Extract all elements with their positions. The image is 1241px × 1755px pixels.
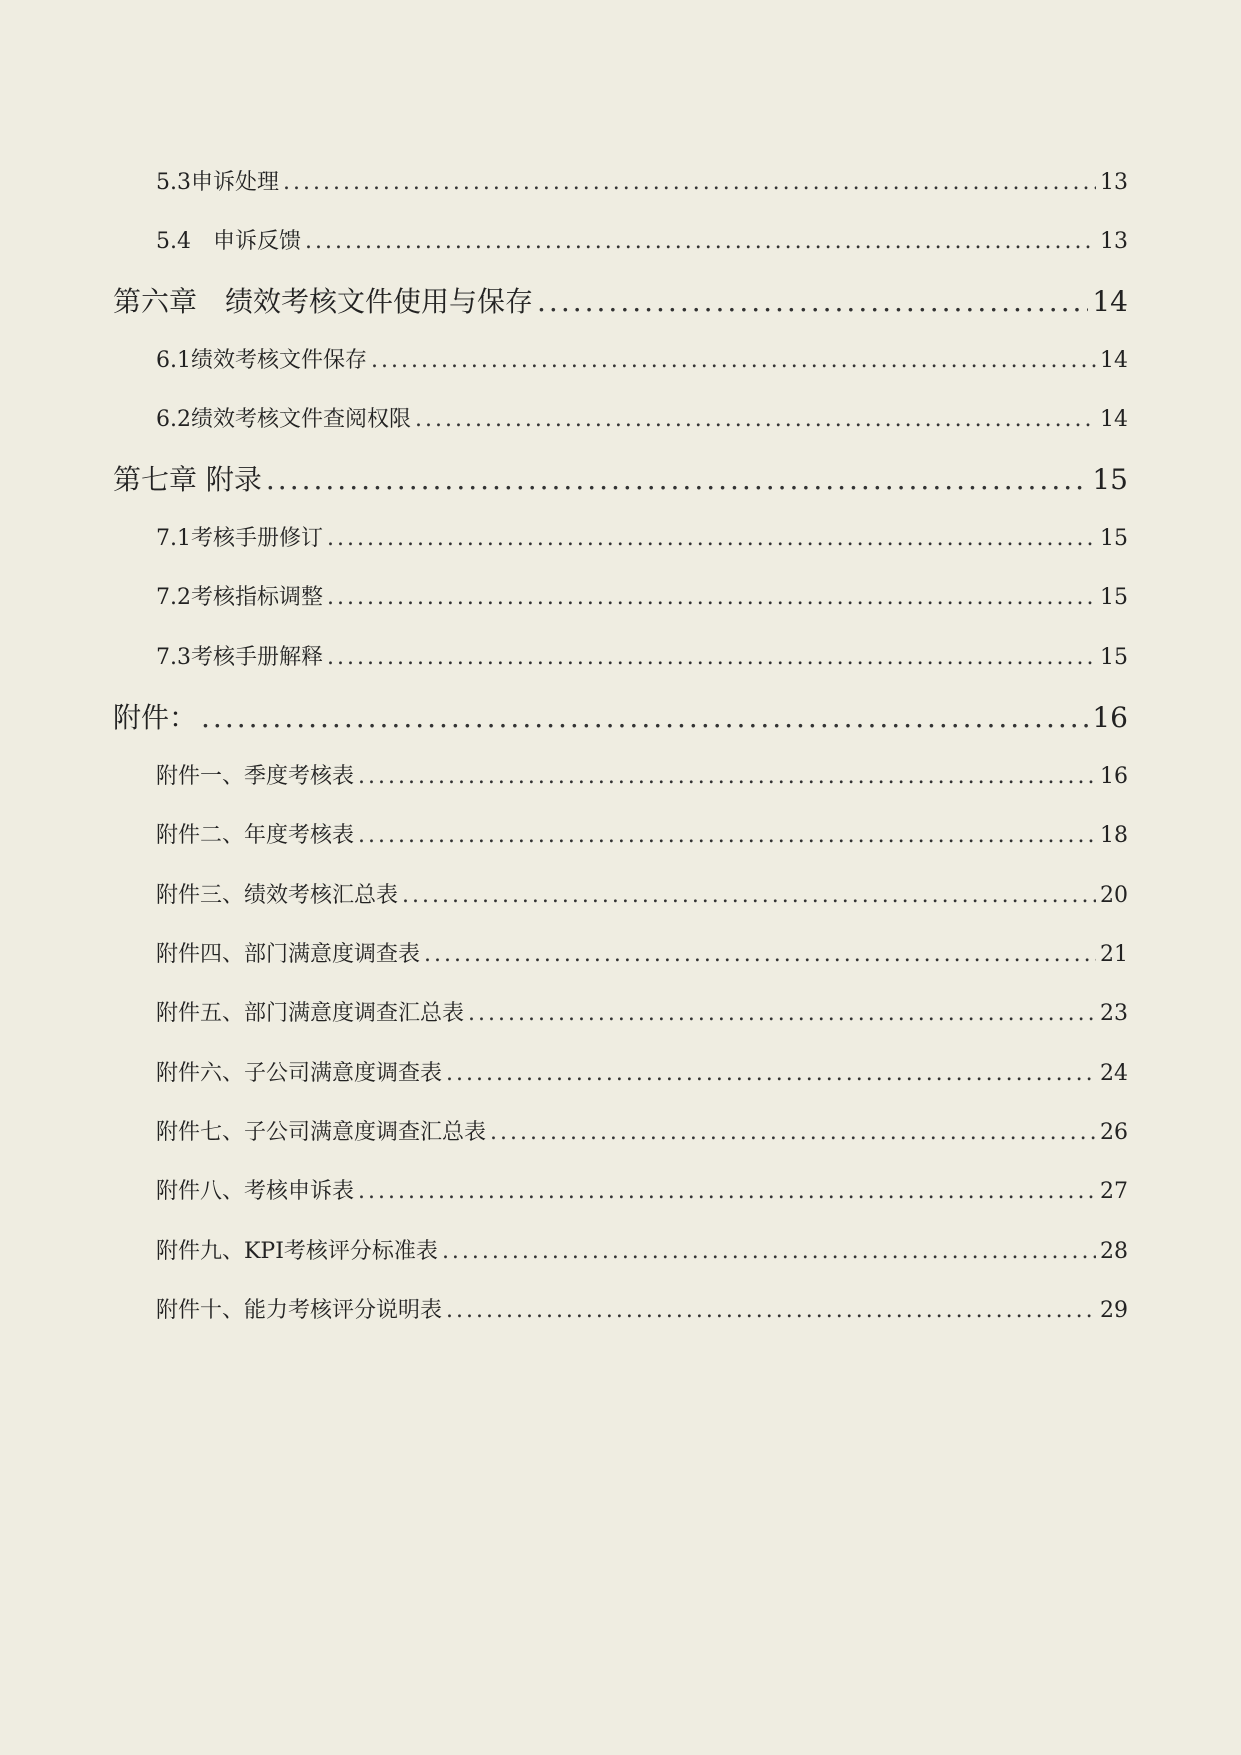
toc-entry-page: 15 xyxy=(1092,463,1128,496)
toc-leader-dots xyxy=(327,645,1096,670)
toc-entry-label: 附件十、能力考核评分说明表 xyxy=(156,1298,443,1323)
toc-entry-appendix-1[interactable] xyxy=(156,759,1128,790)
toc-entry-appendix-4[interactable] xyxy=(156,937,1128,968)
toc-leader-dots xyxy=(266,463,1088,496)
toc-entry-label: 6.2绩效考核文件查阅权限 xyxy=(156,407,411,432)
toc-leader-dots xyxy=(415,407,1096,432)
toc-entry-5-4[interactable] xyxy=(156,224,1128,255)
toc-entry-label: 附件四、部门满意度调查表 xyxy=(156,942,421,967)
toc-entry-appendix-9[interactable] xyxy=(156,1234,1128,1265)
toc-entry-page: 26 xyxy=(1100,1120,1128,1145)
toc-leader-dots xyxy=(424,942,1096,967)
toc-leader-dots xyxy=(468,1001,1096,1026)
toc-entry-7-2[interactable] xyxy=(156,580,1128,611)
toc-leader-dots xyxy=(358,764,1096,789)
toc-entry-appendix-2[interactable] xyxy=(156,818,1128,849)
toc-entry-label: 7.1考核手册修订 xyxy=(156,526,323,551)
toc-entry-page: 28 xyxy=(1100,1239,1128,1264)
toc-leader-dots xyxy=(201,701,1088,734)
toc-entry-label: 5.4 申诉反馈 xyxy=(156,229,301,254)
toc-entry-page: 29 xyxy=(1100,1298,1128,1323)
toc-entry-label: 附件一、季度考核表 xyxy=(156,764,355,789)
toc-leader-dots xyxy=(327,585,1096,610)
toc-entry-label: 附件六、子公司满意度调查表 xyxy=(156,1061,443,1086)
toc-entry-page: 20 xyxy=(1100,883,1128,908)
toc-entry-page: 23 xyxy=(1100,1001,1128,1026)
toc-entry-page: 14 xyxy=(1100,407,1128,432)
toc-entry-page: 14 xyxy=(1092,285,1128,318)
toc-entry-page: 14 xyxy=(1100,348,1128,373)
toc-entry-label: 附件： xyxy=(113,701,198,734)
toc-entry-page: 16 xyxy=(1100,764,1128,789)
toc-entry-page: 15 xyxy=(1100,585,1128,610)
toc-entry-6-1[interactable] xyxy=(156,343,1128,374)
toc-leader-dots xyxy=(371,348,1096,373)
toc-entry-chapter-6[interactable] xyxy=(113,280,1128,320)
toc-entry-appendix-8[interactable] xyxy=(156,1174,1128,1205)
toc-entry-label: 附件七、子公司满意度调查汇总表 xyxy=(156,1120,487,1145)
toc-entry-page: 18 xyxy=(1100,823,1128,848)
toc-entry-7-3[interactable] xyxy=(156,640,1128,671)
toc-entry-label: 6.1绩效考核文件保存 xyxy=(156,348,367,373)
toc-entry-label: 第六章 绩效考核文件使用与保存 xyxy=(113,285,534,318)
toc-entry-page: 13 xyxy=(1100,229,1128,254)
toc-entry-label: 7.2考核指标调整 xyxy=(156,585,323,610)
toc-entry-label: 7.3考核手册解释 xyxy=(156,645,323,670)
toc-entry-7-1[interactable] xyxy=(156,521,1128,552)
toc-entry-label: 附件五、部门满意度调查汇总表 xyxy=(156,1001,465,1026)
toc-leader-dots xyxy=(446,1298,1096,1323)
toc-entry-label: 附件三、绩效考核汇总表 xyxy=(156,883,399,908)
toc-leader-dots xyxy=(537,285,1088,318)
toc-entry-page: 15 xyxy=(1100,526,1128,551)
toc-entry-page: 27 xyxy=(1100,1179,1128,1204)
toc-entry-page: 13 xyxy=(1100,170,1128,195)
toc-entry-appendix-6[interactable] xyxy=(156,1056,1128,1087)
toc-leader-dots xyxy=(358,1179,1096,1204)
toc-leader-dots xyxy=(446,1061,1096,1086)
toc-entry-appendix[interactable] xyxy=(113,696,1128,736)
toc-leader-dots xyxy=(490,1120,1096,1145)
toc-entry-page: 15 xyxy=(1100,645,1128,670)
toc-entry-6-2[interactable] xyxy=(156,402,1128,433)
toc-leader-dots xyxy=(402,883,1096,908)
toc-entry-page: 16 xyxy=(1092,701,1128,734)
toc-leader-dots xyxy=(305,229,1096,254)
toc-entry-label: 5.3申诉处理 xyxy=(156,170,279,195)
toc-leader-dots xyxy=(442,1239,1096,1264)
toc-entry-appendix-5[interactable] xyxy=(156,996,1128,1027)
toc-entry-label: 附件二、年度考核表 xyxy=(156,823,355,848)
toc-entry-5-3[interactable] xyxy=(156,165,1128,196)
toc-entry-label: 第七章 附录 xyxy=(113,463,262,496)
toc-leader-dots xyxy=(283,170,1096,195)
toc-entry-page: 21 xyxy=(1100,942,1128,967)
toc-leader-dots xyxy=(358,823,1096,848)
toc-entry-label: 附件八、考核申诉表 xyxy=(156,1179,355,1204)
toc-entry-appendix-3[interactable] xyxy=(156,878,1128,909)
toc-entry-appendix-10[interactable] xyxy=(156,1293,1128,1324)
toc-leader-dots xyxy=(327,526,1096,551)
toc-entry-chapter-7[interactable] xyxy=(113,458,1128,498)
toc-entry-label: 附件九、KPI考核评分标准表 xyxy=(156,1239,438,1264)
toc-entry-appendix-7[interactable] xyxy=(156,1115,1128,1146)
toc-entry-page: 24 xyxy=(1100,1061,1128,1086)
